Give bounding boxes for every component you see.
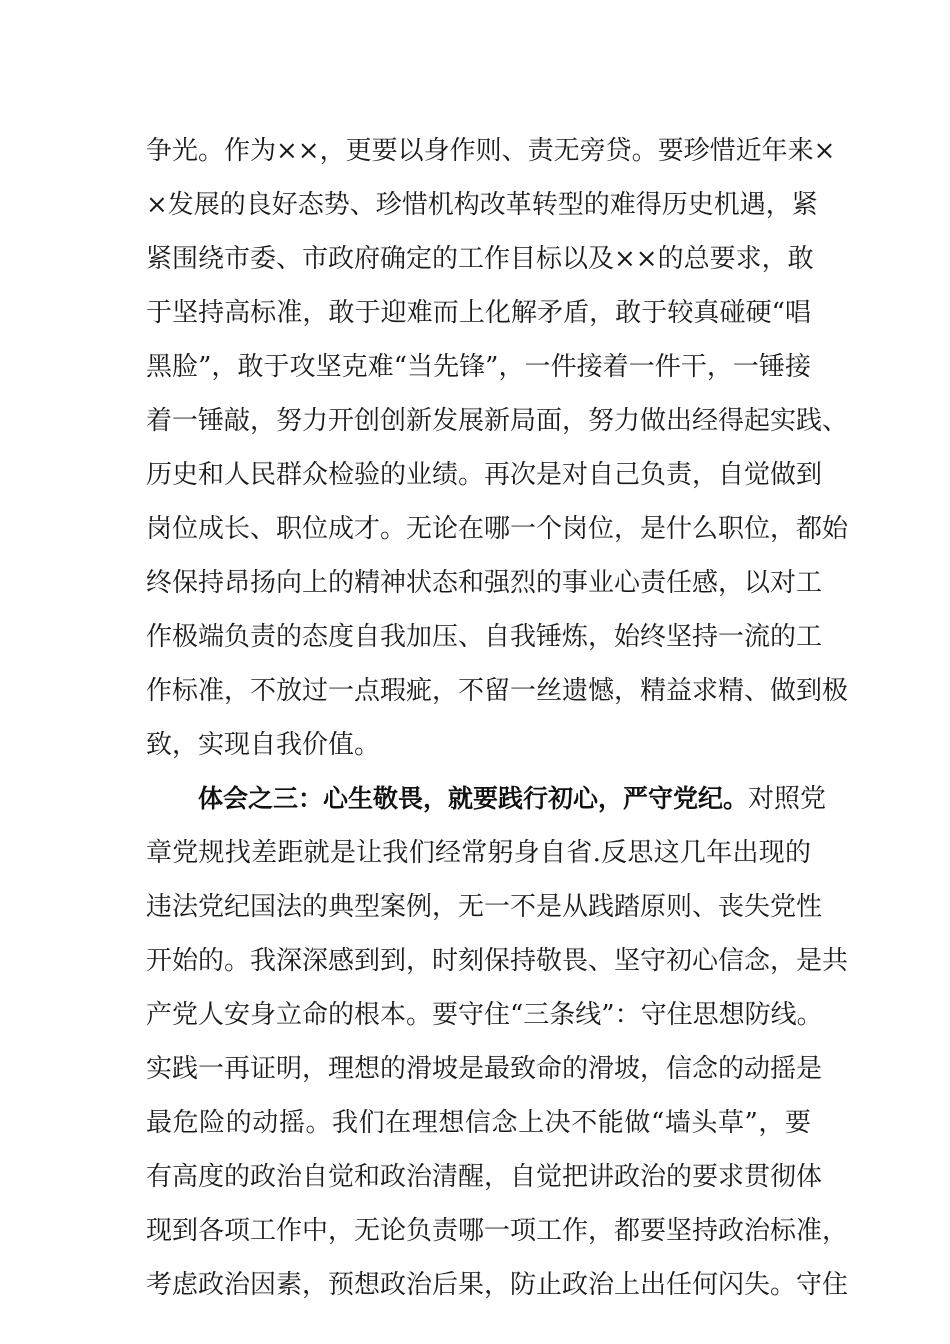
text-run: 对照党 <box>748 784 827 814</box>
text-line: 终保持昂扬向上的精神状态和强烈的事业心责任感，以对工 <box>146 568 823 598</box>
text-line: 最危险的动摇。我们在理想信念上决不能做“墙头草”，要 <box>146 1108 811 1138</box>
text-line: 黑脸”，敢于攻坚克难“当先锋”，一件接着一件干，一锤接 <box>146 352 811 382</box>
text-line: 历史和人民群众检验的业绩。再次是对自己负责，自觉做到 <box>146 460 823 490</box>
paragraph-2 <box>146 772 849 1312</box>
text-line: 作极端负责的态度自我加压、自我锤炼，始终坚持一流的工 <box>146 622 823 652</box>
text-line: 开始的。我深深感到到，时刻保持敬畏、坚守初心信念，是共 <box>146 946 849 976</box>
text-line: 实践一再证明，理想的滑坡是最致命的滑坡，信念的动摇是 <box>146 1054 823 1084</box>
text-line: 争光。作为××，更要以身作则、责无旁贷。要珍惜近年来× <box>146 136 836 166</box>
text-line: 着一锤敲，努力开创创新发展新局面，努力做出经得起实践、 <box>146 406 849 436</box>
text-line: ×发展的良好态势、珍惜机构改革转型的难得历史机遇，紧 <box>146 190 818 220</box>
paragraph-first-line <box>146 772 827 826</box>
text-line: 岗位成长、职位成才。无论在哪一个岗位，是什么职位，都始 <box>146 514 849 544</box>
text-line: 考虑政治因素，预想政治后果，防止政治上出任何闪失。守住 <box>146 1270 849 1300</box>
text-line: 章党规找差距就是让我们经常躬身自省.反思这几年出现的 <box>146 838 811 868</box>
body-text <box>146 124 849 1312</box>
text-line: 致，实现自我价值。 <box>146 730 381 760</box>
text-line: 有高度的政治自觉和政治清醒，自觉把讲政治的要求贯彻体 <box>146 1162 823 1192</box>
section-heading: 体会之三：心生敬畏，就要践行初心，严守党纪。 <box>198 784 749 813</box>
text-line: 紧围绕市委、市政府确定的工作目标以及××的总要求，敢 <box>146 244 814 274</box>
text-line: 违法党纪国法的典型案例，无一不是从践踏原则、丧失党性 <box>146 892 823 922</box>
paragraph-1 <box>146 124 849 772</box>
text-line: 于坚持高标准，敢于迎难而上化解矛盾，敢于较真碰硬“唱 <box>146 298 811 328</box>
text-line: 产党人安身立命的根本。要守住“三条线”：守住思想防线。 <box>146 1000 823 1030</box>
text-line: 现到各项工作中，无论负责哪一项工作，都要坚持政治标准， <box>146 1216 849 1246</box>
text-line: 作标准，不放过一点瑕疵，不留一丝遗憾，精益求精、做到极 <box>146 676 849 706</box>
